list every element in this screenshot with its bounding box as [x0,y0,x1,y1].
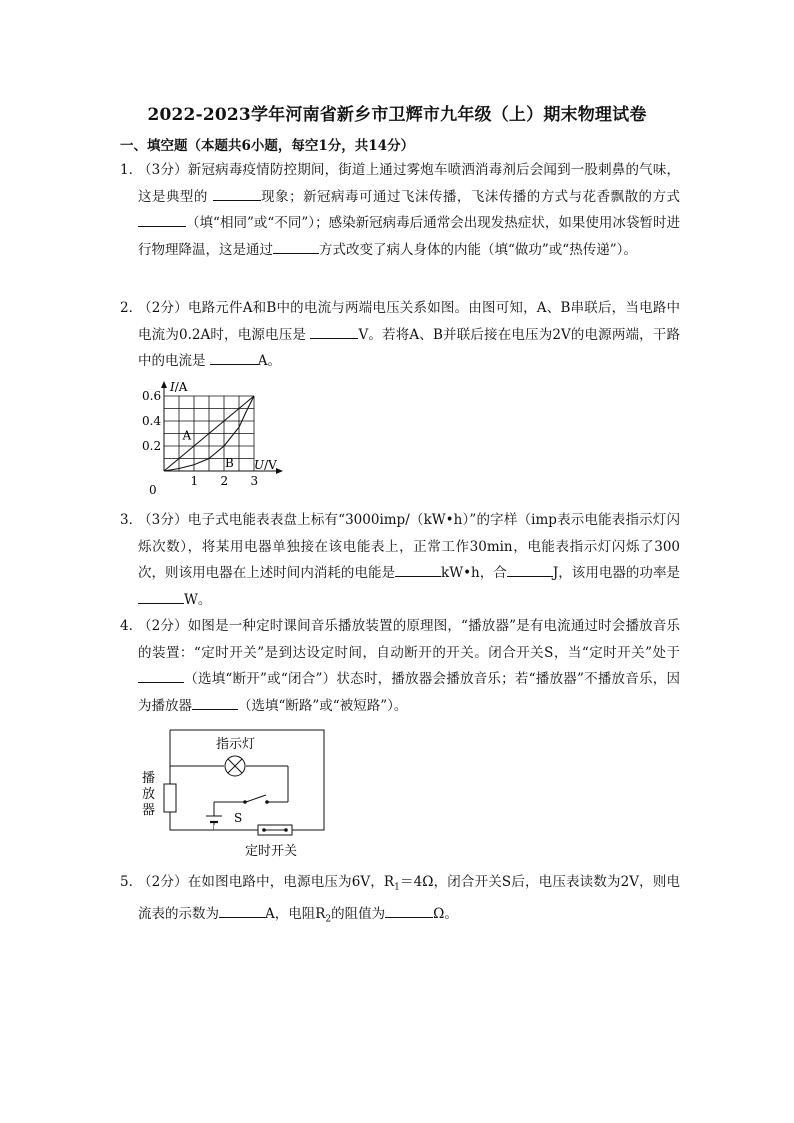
question-number: 4． [120,618,143,634]
question-text: 的阻值为 [331,906,386,923]
iu-chart [130,376,290,498]
timer-switch-icon [214,825,292,835]
circuit-diagram [136,724,336,864]
question-number: 5． [120,874,143,890]
question-text: （2分）在如图电路中，电源电压为6V，R [138,874,395,890]
question-text: （2分）电路元件A和B中的电流与两端电压关系如图。由图可知，A、B串联后，当电路中电流为0.2A时，电源电压是 [138,300,680,343]
y-tick-label: 0.4 [142,414,162,428]
question-number: 2． [120,300,143,316]
wire [170,816,214,830]
page-title: 2022-2023学年河南省新乡市卫辉市九年级（上）期末物理试卷 [147,105,647,125]
question-text: （选填“断开”或“闭合”）状态时，播放器会播放音乐；若“播放器”不播放音乐，因为播放器 [138,671,680,714]
answer-blank[interactable] [213,187,261,201]
battery-icon [206,816,222,822]
lamp-icon [225,756,245,776]
question-number: 1． [120,162,143,178]
x-axis-arrow [276,468,283,474]
question-text: （选填“断路”或“被短路”）。 [238,697,408,714]
question-text: A。 [257,353,282,369]
answer-blank[interactable] [210,351,258,365]
answer-blank[interactable] [273,240,319,254]
answer-blank[interactable] [192,696,238,710]
answer-blank[interactable] [138,590,184,604]
y-axis-label: I/A [170,380,188,394]
question-text: kW•h，合 [441,565,507,581]
series-label: A [182,428,192,443]
answer-blank[interactable] [385,904,433,918]
switch-contact [265,800,269,804]
question-4 [120,613,680,719]
question-3 [120,507,680,613]
player-label: 播放器 [142,771,156,818]
answer-blank[interactable] [507,563,553,577]
switch-label: S [234,811,243,825]
switch-blade [246,795,266,802]
question-text: 现象；新冠病毒可通过飞沫传播，飞沫传播的方式与花香飘散的方式 [260,188,681,205]
question-2 [120,295,680,375]
question-text: W。 [184,591,212,608]
question-text: 方式改变了病人身体的内能（填“做功”或“热传递”）。 [319,241,637,258]
y-tick-label: 0.2 [142,439,162,453]
question-1 [120,157,680,263]
x-tick-label: 1 [190,474,199,488]
y-tick-label: 0.6 [142,389,162,403]
timer-label: 定时开关 [245,844,298,859]
switch-contact [243,800,247,804]
question-text: J，该用电器的功率是 [552,565,680,581]
x-axis-label: U/V [254,458,277,472]
answer-blank[interactable] [395,563,441,577]
question-5 [120,869,680,933]
series-label: B [225,455,234,470]
question-text: （3分）新冠病毒疫情防控期间，街道上通过雾炮车喷洒消毒剂后会闻到一股刺鼻的气味，这是典型的 [138,162,680,205]
question-text: V。若将A、B并联后接在电压为2V的电源两端，干路中的电流是 [138,326,680,369]
question-text: （2分）如图是一种定时课间音乐播放装置的原理图，“播放器”是有电流通过时会播放音乐的装置：“定时开关”是到达设定时间，自动断开的开关。闭合开关S，当“定时开关”处于 [138,618,680,661]
section-heading: 一、填空题（本题共6小题，每空1分，共14分） [120,138,415,154]
x-tick-label: 3 [250,474,259,488]
question-text: A，电阻R [265,906,326,923]
question-number: 3． [120,512,143,528]
answer-blank[interactable] [219,904,265,918]
answer-blank[interactable] [138,213,186,227]
player-box [164,784,176,812]
subscript: 2 [325,914,332,925]
answer-blank[interactable] [310,325,358,339]
question-text: Ω。 [433,906,458,923]
x-tick-label: 2 [220,474,229,488]
lamp-label: 指示灯 [216,737,256,752]
y-axis-arrow [161,381,167,388]
question-text: （填“相同”或“不同”）；感染新冠病毒后通常会出现发热症状，如果使用冰袋暂时进行物理降温，这是通过 [138,215,680,258]
origin-label: 0 [149,483,157,497]
subscript: 1 [394,882,400,893]
answer-blank[interactable] [138,669,184,683]
question-text: ＝4Ω，闭合开关S后，电压表读数为2V，则电流表的示数为 [138,874,680,923]
question-text: （3分）电子式电能表表盘上标有“3000imp/（kW•h）”的字样（imp表示电能表指示灯闪烁次数），将某用电器单独接在该电能表上，正常工作30min，电能表指示灯闪烁了300次，则该用电器在上述时间内消耗的电能是 [138,512,680,581]
